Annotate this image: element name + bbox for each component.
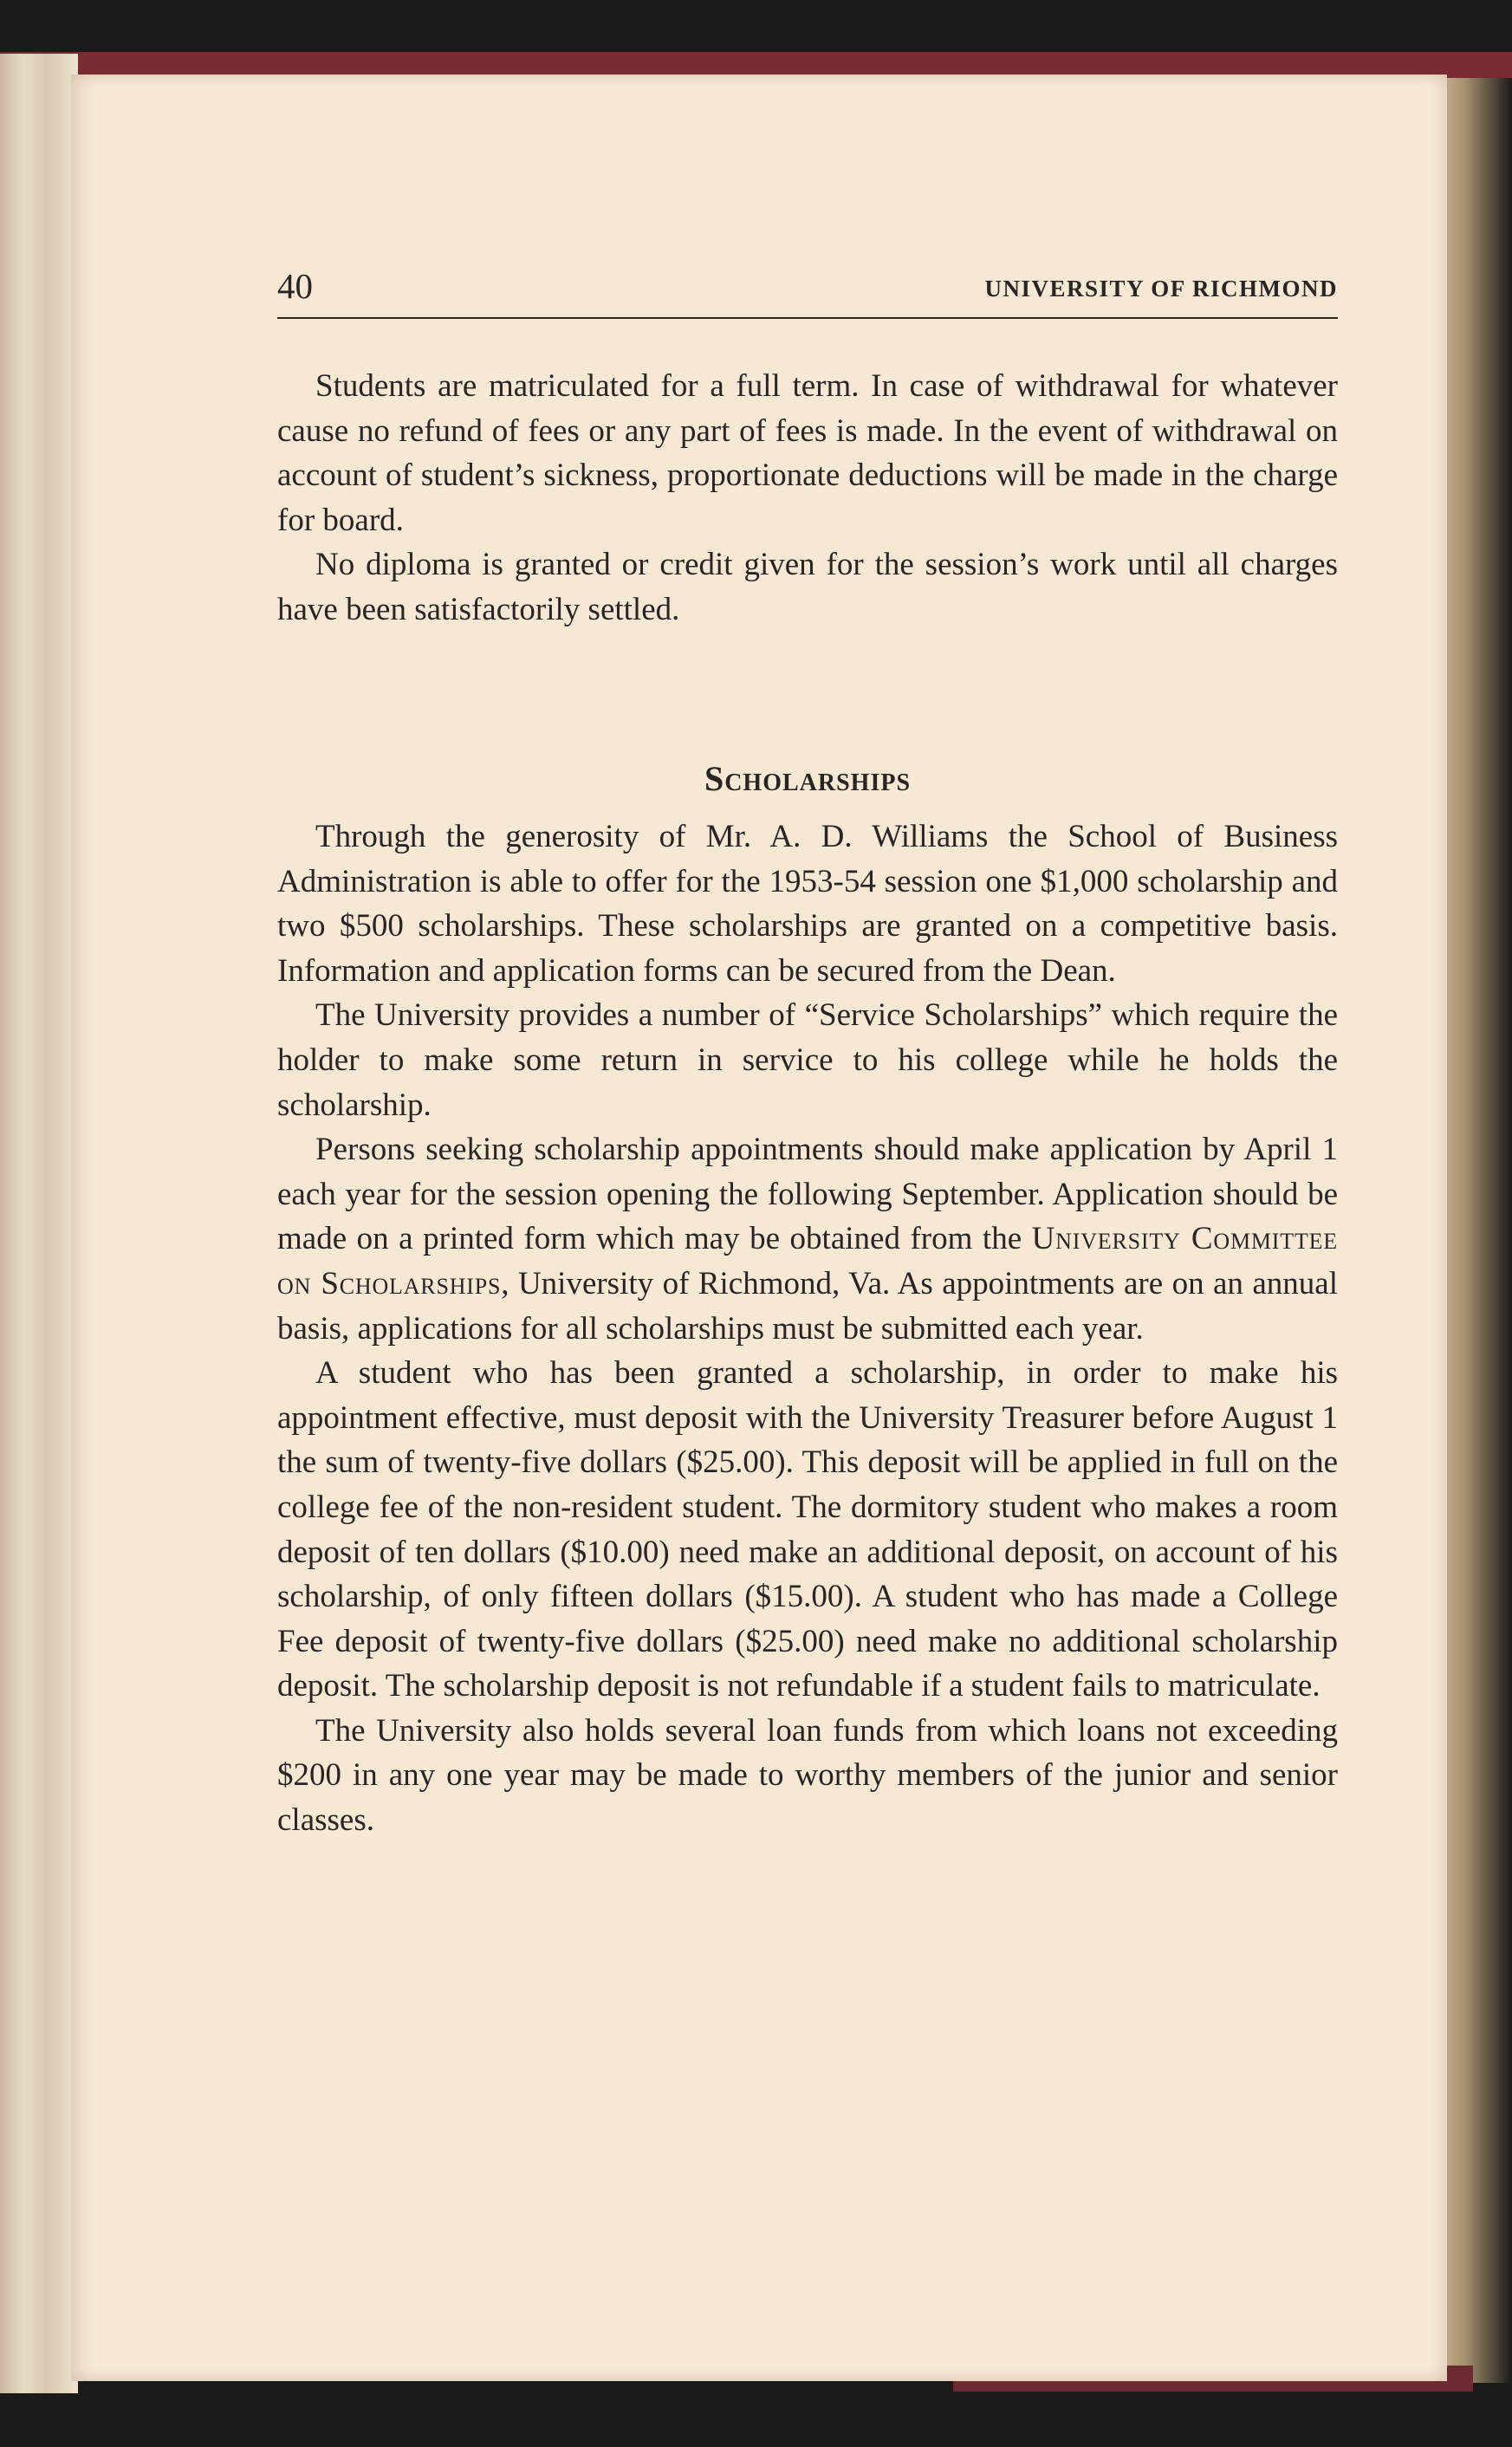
book-page-edge xyxy=(1438,78,1512,2383)
loan-funds-paragraph: The University also holds several loan funds from which loans not exceeding $200 in any one year may be made to worthy members of the junior and senior classes. xyxy=(277,1712,1338,1839)
application-paragraph-end: , University of Richmond, Va. As appointments are on an annual basis, applications for all scholarships must be submitted each year. xyxy=(277,1265,1338,1347)
book-binding-edge xyxy=(0,54,78,2393)
diploma-paragraph: No diploma is granted or credit given for the session’s work until all charges have been satisfactorily settled. xyxy=(277,547,1338,627)
scholarships-text xyxy=(277,815,1338,1843)
service-scholarships-paragraph: The University provides a number of “Service Scholarships” which require the holder to make some return in service to his college while he holds the scholarship. xyxy=(277,997,1338,1123)
page-number: 40 xyxy=(277,266,313,306)
running-title: UNIVERSITY OF RICHMOND xyxy=(984,276,1338,302)
scholarships-heading: Scholarships xyxy=(704,759,912,799)
running-header xyxy=(277,263,1338,319)
deposit-paragraph: A student who has been granted a scholarship, in order to make his appointment effective, must deposit with the University Treasurer before August 1 the sum of twenty-five dollars ($25.00). This deposit will be applied in full on the college fee of the non-resident student. The dormitory student who makes a room deposit of ten dollars ($10.00) need make an additional deposit, on account of his scholarship, of only fifteen dollars ($15.00). A student who has made a College Fee deposit of twenty-five dollars ($25.00) need make no additional scholarship deposit. The scholarship deposit is not refundable if a student fails to matriculate. xyxy=(277,1355,1338,1704)
williams-scholarship-paragraph: Through the generosity of Mr. A. D. Williams the School of Business Administration is able to offer for the 1953-54 session one $1,000 scholarship and two $500 scholarships. These scholarships are granted on a competitive basis. Information and application forms can be secured from the Dean. xyxy=(277,819,1338,989)
application-paragraph-start: Persons seeking scholarship appointments should make application by April 1 each year for the session opening the following September. Application should be made on a printed form which may be obtained from the xyxy=(277,1132,1338,1257)
scholarship-committee-name: University Committee on Scholarships xyxy=(277,1221,1338,1301)
fees-and-refunds-text xyxy=(277,364,1338,633)
withdrawal-paragraph: Students are matriculated for a full term. In case of withdrawal for whatever cause no refund of fees or any part of fees is made. In the event of withdrawal on account of student’s sickness, proportionate deductions will be made in the charge for board. xyxy=(277,368,1338,538)
application-paragraph xyxy=(277,1127,1338,1351)
